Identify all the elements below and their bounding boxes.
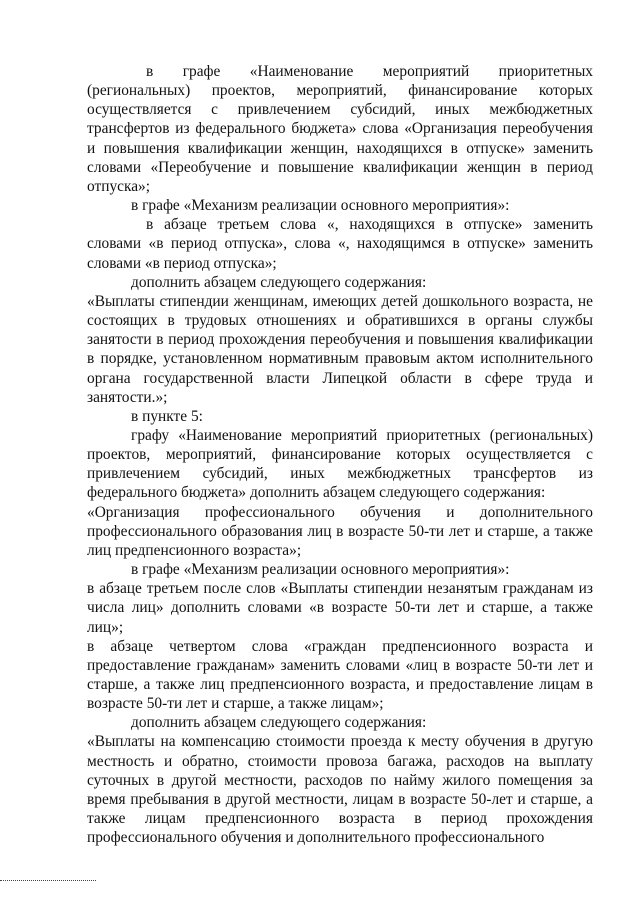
footer-divider: [0, 880, 96, 881]
paragraph-10: в абзаце третьем после слов «Выплаты стипендии незанятым гражданам из числа лиц» дополнить словами «в возрасте 50-ти лет и старше, а также лиц»;: [87, 580, 593, 636]
paragraph-11: в абзаце четвертом слова «граждан предпенсионного возраста и предоставление гражданам» заменить словами «лиц в возрасте 50-ти лет и старше, а также лиц предпенсионного возраста, и предоставление лицам в возрасте 50-ти лет и старше, а также лицам»;: [87, 637, 593, 713]
paragraph-3: в абзаце третьем слова «, находящихся в отпуске» заменить словами «в период отпуска», слова «, находящимся в отпуске» заменить словами «в период отпуска»;: [87, 216, 593, 272]
paragraph-2: в графе «Механизм реализации основного мероприятия»:: [131, 197, 510, 215]
paragraph-1: в графе «Наименование мероприятий приоритетных (региональных) проектов, мероприятий, финансирование которых осуществляется с привлечением субсидий, иных межбюджетных трансфертов из федерального бюджета» слова «Организация переобучения и повышения квалификации женщин, находящихся в отпуске» заменить словами «Переобучение и повышение квалификации женщин в период отпуска»;: [87, 63, 593, 195]
paragraph-4: дополнить абзацем следующего содержания:: [131, 273, 427, 291]
paragraph-6: в пункте 5:: [131, 407, 203, 425]
paragraph-13: «Выплаты на компенсацию стоимости проезда к месту обучения в другую местность и обратно, стоимости провоза багажа, расходов на выплату суточных в другой местности, расходов по найму жилого помещения за время пребывания в другой местности, лицам в возрасте 50-лет и старше, а также лицам предпенсионного возраста в период прохождения профессионального обучения и дополнительного профессионального: [87, 733, 593, 847]
document-body: [87, 62, 593, 847]
paragraph-9: в графе «Механизм реализации основного мероприятия»:: [131, 561, 510, 579]
paragraph-5: «Выплаты стипендии женщинам, имеющих детей дошкольного возраста, не состоящих в трудовых отношениях и обратившихся в органы службы занятости в период прохождения переобучения и повышения квалификации в порядке, установленном нормативным правовым актом исполнительного органа государственной власти Липецкой области в сфере труда и занятости.»;: [87, 292, 593, 406]
paragraph-7: графу «Наименование мероприятий приоритетных (региональных) проектов, мероприятий, финансирование которых осуществляется с привлечением субсидий, иных межбюджетных трансфертов из федерального бюджета» дополнить абзацем следующего содержания:: [87, 426, 593, 502]
paragraph-8: «Организация профессионального обучения и дополнительного профессионального образования лиц в возрасте 50-ти лет и старше, а также лиц предпенсионного возраста»;: [87, 503, 593, 559]
paragraph-12: дополнить абзацем следующего содержания:: [131, 714, 427, 732]
